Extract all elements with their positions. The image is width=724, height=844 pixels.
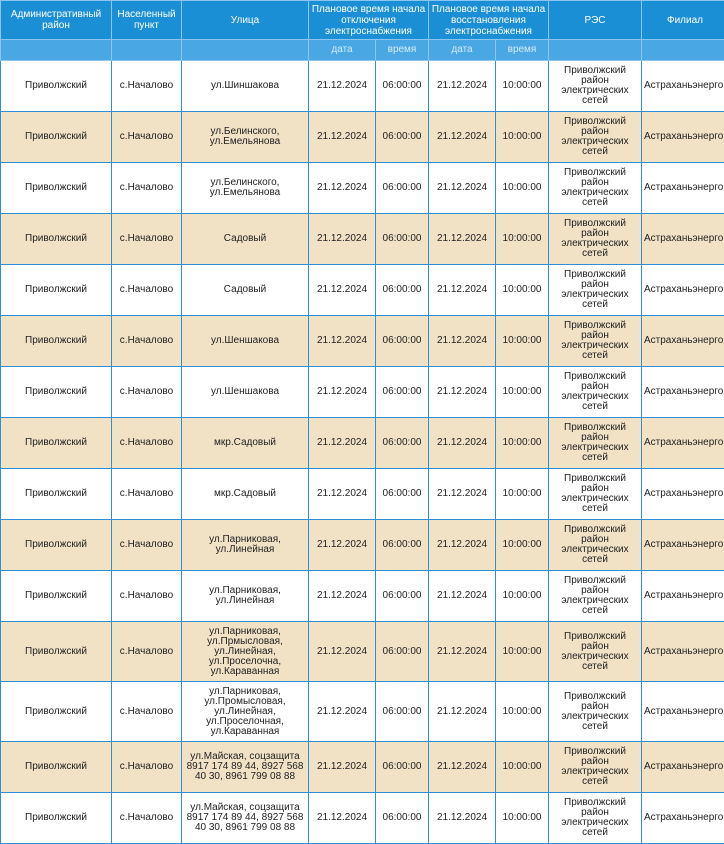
cell-off-time: 06:00:00 [376,316,429,367]
table-body [1,61,724,844]
cell-filial: Астраханьэнерго [642,316,724,367]
cell-district: Приволжский [1,214,112,265]
cell-off-time: 06:00:00 [376,265,429,316]
cell-street: ул.Шиншакова [182,61,309,112]
subheader-empty [182,40,309,61]
cell-street: ул.Шеншакова [182,316,309,367]
subheader-off-time: время [376,40,429,61]
cell-filial: Астраханьэнерго [642,469,724,520]
cell-off-time: 06:00:00 [376,163,429,214]
cell-res: Приволжский район электрических сетей [549,112,642,163]
cell-filial: Астраханьэнерго [642,682,724,742]
subheader-empty [549,40,642,61]
cell-filial: Астраханьэнерго [642,742,724,793]
cell-res: Приволжский район электрических сетей [549,163,642,214]
cell-on-time: 10:00:00 [496,742,549,793]
cell-street: Садовый [182,265,309,316]
table-subheader-row [1,40,724,61]
cell-res: Приволжский район электрических сетей [549,61,642,112]
cell-off-time: 06:00:00 [376,520,429,571]
cell-off-date: 21.12.2024 [309,571,376,622]
table-row [1,112,724,163]
cell-filial: Астраханьэнерго [642,265,724,316]
table-row [1,163,724,214]
cell-res: Приволжский район электрических сетей [549,265,642,316]
subheader-empty [1,40,112,61]
cell-settlement: с.Началово [112,622,182,682]
cell-on-time: 10:00:00 [496,214,549,265]
cell-district: Приволжский [1,682,112,742]
cell-off-date: 21.12.2024 [309,214,376,265]
cell-on-date: 21.12.2024 [429,214,496,265]
table-row [1,571,724,622]
cell-res: Приволжский район электрических сетей [549,316,642,367]
cell-filial: Астраханьэнерго [642,61,724,112]
cell-street: ул.Майская, соцзащита 8917 174 89 44, 8927 568 40 30, 8961 799 08 88 [182,793,309,844]
cell-off-date: 21.12.2024 [309,112,376,163]
cell-on-time: 10:00:00 [496,265,549,316]
cell-off-time: 06:00:00 [376,214,429,265]
cell-street: ул.Майская, соцзащита 8917 174 89 44, 8927 568 40 30, 8961 799 08 88 [182,742,309,793]
cell-filial: Астраханьэнерго [642,571,724,622]
cell-filial: Астраханьэнерго [642,163,724,214]
cell-filial: Астраханьэнерго [642,520,724,571]
cell-on-time: 10:00:00 [496,571,549,622]
cell-off-date: 21.12.2024 [309,61,376,112]
cell-res: Приволжский район электрических сетей [549,742,642,793]
cell-district: Приволжский [1,571,112,622]
cell-off-date: 21.12.2024 [309,316,376,367]
cell-res: Приволжский район электрических сетей [549,793,642,844]
subheader-on-date: дата [429,40,496,61]
header-outage-start: Плановое время начала отключения электроснабжения [309,1,429,40]
cell-off-date: 21.12.2024 [309,469,376,520]
cell-settlement: с.Началово [112,214,182,265]
cell-filial: Астраханьэнерго [642,112,724,163]
cell-off-time: 06:00:00 [376,622,429,682]
subheader-off-date: дата [309,40,376,61]
cell-off-time: 06:00:00 [376,418,429,469]
cell-on-time: 10:00:00 [496,682,549,742]
cell-res: Приволжский район электрических сетей [549,571,642,622]
cell-on-time: 10:00:00 [496,793,549,844]
cell-on-date: 21.12.2024 [429,418,496,469]
cell-district: Приволжский [1,418,112,469]
cell-settlement: с.Началово [112,742,182,793]
table-row [1,265,724,316]
cell-district: Приволжский [1,622,112,682]
cell-street: ул.Шеншакова [182,367,309,418]
cell-district: Приволжский [1,61,112,112]
cell-off-time: 06:00:00 [376,112,429,163]
cell-district: Приволжский [1,112,112,163]
cell-street: мкр.Садовый [182,469,309,520]
cell-district: Приволжский [1,163,112,214]
cell-on-time: 10:00:00 [496,316,549,367]
cell-district: Приволжский [1,469,112,520]
cell-on-date: 21.12.2024 [429,793,496,844]
cell-res: Приволжский район электрических сетей [549,622,642,682]
cell-on-date: 21.12.2024 [429,622,496,682]
header-filial: Филиал [642,1,724,40]
cell-district: Приволжский [1,793,112,844]
cell-res: Приволжский район электрических сетей [549,520,642,571]
cell-off-time: 06:00:00 [376,469,429,520]
cell-street: ул.Парниковая, ул.Промысловая, ул.Линейная, ул.Проселочная, ул.Караванная [182,682,309,742]
cell-settlement: с.Началово [112,265,182,316]
cell-off-date: 21.12.2024 [309,163,376,214]
table-header-row [1,1,724,40]
cell-res: Приволжский район электрических сетей [549,469,642,520]
cell-off-time: 06:00:00 [376,367,429,418]
cell-street: ул.Парниковая, ул.Линейная [182,571,309,622]
cell-on-time: 10:00:00 [496,469,549,520]
cell-settlement: с.Началово [112,520,182,571]
cell-on-date: 21.12.2024 [429,265,496,316]
cell-off-time: 06:00:00 [376,793,429,844]
cell-street: мкр.Садовый [182,418,309,469]
table-row [1,61,724,112]
cell-off-date: 21.12.2024 [309,793,376,844]
cell-on-time: 10:00:00 [496,367,549,418]
cell-filial: Астраханьэнерго [642,622,724,682]
header-street: Улица [182,1,309,40]
cell-district: Приволжский [1,367,112,418]
cell-off-time: 06:00:00 [376,742,429,793]
cell-on-time: 10:00:00 [496,418,549,469]
table-row [1,622,724,682]
cell-filial: Астраханьэнерго [642,793,724,844]
cell-settlement: с.Началово [112,367,182,418]
header-res: РЭС [549,1,642,40]
cell-on-date: 21.12.2024 [429,61,496,112]
cell-off-time: 06:00:00 [376,61,429,112]
cell-settlement: с.Началово [112,61,182,112]
table-row [1,316,724,367]
cell-on-date: 21.12.2024 [429,469,496,520]
cell-on-time: 10:00:00 [496,112,549,163]
cell-off-date: 21.12.2024 [309,622,376,682]
cell-off-date: 21.12.2024 [309,265,376,316]
cell-on-time: 10:00:00 [496,61,549,112]
table-row [1,793,724,844]
cell-settlement: с.Началово [112,418,182,469]
cell-street: ул.Парниковая, ул.Линейная [182,520,309,571]
subheader-empty [112,40,182,61]
cell-off-date: 21.12.2024 [309,742,376,793]
cell-res: Приволжский район электрических сетей [549,418,642,469]
cell-street: Садовый [182,214,309,265]
cell-res: Приволжский район электрических сетей [549,214,642,265]
cell-on-time: 10:00:00 [496,163,549,214]
cell-street: ул.Белинского, ул.Емельянова [182,112,309,163]
cell-off-date: 21.12.2024 [309,520,376,571]
header-restore-start: Плановое время начала восстановления электроснабжения [429,1,549,40]
cell-street: ул.Белинского, ул.Емельянова [182,163,309,214]
cell-on-date: 21.12.2024 [429,163,496,214]
cell-off-time: 06:00:00 [376,571,429,622]
header-district: Административный район [1,1,112,40]
cell-on-time: 10:00:00 [496,520,549,571]
cell-on-date: 21.12.2024 [429,112,496,163]
cell-off-date: 21.12.2024 [309,682,376,742]
cell-district: Приволжский [1,520,112,571]
table-row [1,469,724,520]
subheader-on-time: время [496,40,549,61]
cell-filial: Астраханьэнерго [642,367,724,418]
cell-settlement: с.Началово [112,682,182,742]
cell-filial: Астраханьэнерго [642,214,724,265]
cell-filial: Астраханьэнерго [642,418,724,469]
cell-settlement: с.Началово [112,316,182,367]
cell-on-date: 21.12.2024 [429,571,496,622]
cell-off-date: 21.12.2024 [309,418,376,469]
table-row [1,367,724,418]
cell-res: Приволжский район электрических сетей [549,682,642,742]
cell-off-time: 06:00:00 [376,682,429,742]
cell-on-time: 10:00:00 [496,622,549,682]
cell-district: Приволжский [1,742,112,793]
cell-settlement: с.Началово [112,112,182,163]
cell-on-date: 21.12.2024 [429,742,496,793]
header-settlement: Населенный пункт [112,1,182,40]
cell-settlement: с.Началово [112,469,182,520]
table-row [1,214,724,265]
cell-settlement: с.Началово [112,793,182,844]
table-row [1,682,724,742]
cell-on-date: 21.12.2024 [429,316,496,367]
cell-settlement: с.Началово [112,571,182,622]
table-row [1,418,724,469]
cell-district: Приволжский [1,316,112,367]
table-row [1,742,724,793]
cell-off-date: 21.12.2024 [309,367,376,418]
cell-settlement: с.Началово [112,163,182,214]
cell-res: Приволжский район электрических сетей [549,367,642,418]
cell-on-date: 21.12.2024 [429,367,496,418]
table-row [1,520,724,571]
cell-street: ул.Парниковая, ул.Прмысловая, ул.Линейная, ул.Проселочна, ул.Караванная [182,622,309,682]
subheader-empty [642,40,724,61]
cell-on-date: 21.12.2024 [429,682,496,742]
cell-on-date: 21.12.2024 [429,520,496,571]
cell-district: Приволжский [1,265,112,316]
